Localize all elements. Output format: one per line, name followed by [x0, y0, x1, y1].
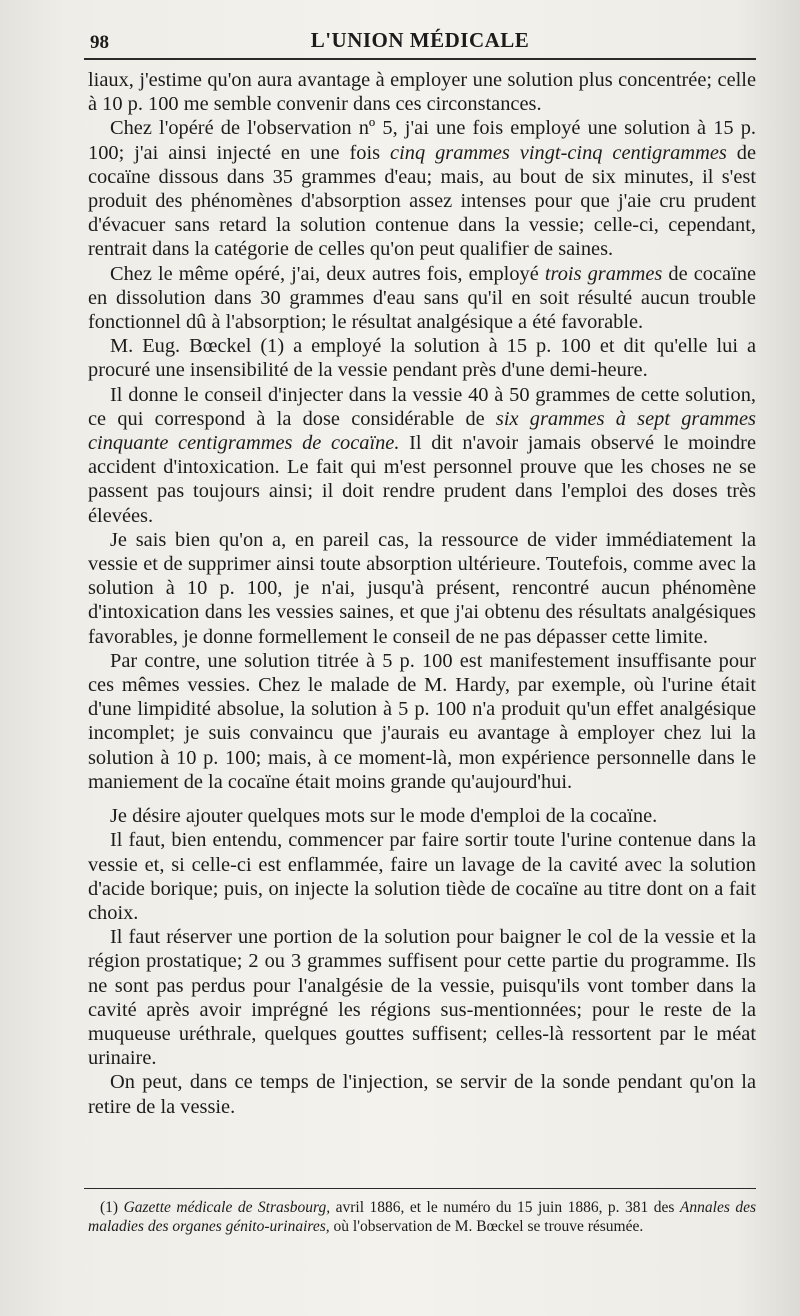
italic-text: trois grammes — [544, 262, 663, 285]
page-header — [84, 22, 756, 58]
text-run: de cocaïne dissous dans 35 grammes d'eau; mais, au bout de six minutes, il s'est produit des phénomènes d'absorption assez intenses pour que j'aie cru prudent d'évacuer sans retard la solution contenue dans la vessie; celle-ci, cependant, rentrait dans la catégorie de celles qu'on peut qualifier de saines. — [88, 141, 757, 261]
italic-text: Gazette médicale de Strasbourg, — [123, 1199, 331, 1216]
text-run: Je sais bien qu'on a, en pareil cas, la ressource de vider immédiatement la vessie et de supprimer ainsi toute absorption ultérieure. Toutefois, comme avec la solution à 10 p. 100, je n'ai, jusqu'à présent, rencontré aucun phénomène d'intoxication dans les vessies saines, et que j'ai obtenu des résultats analgésiques favorables, je donne formellement le conseil de ne pas dépasser cette limite. — [88, 528, 756, 648]
footnote-rule — [84, 1188, 756, 1189]
text-run: Chez le même opéré, j'ai, deux autres fois, employé — [110, 262, 545, 285]
paragraph — [88, 828, 756, 925]
running-title: L'UNION MÉDICALE — [310, 28, 530, 52]
text-run: M. Eug. Bœckel (1) a employé la solution à 15 p. 100 et dit qu'elle lui a procuré une insensibilité de la vessie pendant près d'une demi-heure. — [88, 335, 756, 382]
text-run: Il dit n'avoir jamais observé le moindre accident d'intoxication. Le fait qui m'est personnel prouve que les choses ne se passent pas toujours ainsi; il doit rendre prudent dans l'emploi des doses très élevées. — [88, 432, 756, 527]
paragraph — [88, 925, 756, 1070]
footnote-text — [88, 1198, 756, 1236]
text-run: avril 1886, et le numéro du 15 juin 1886, p. 381 des — [330, 1199, 680, 1216]
paragraph — [88, 1070, 756, 1118]
paragraph — [88, 804, 756, 828]
text-run: où l'observation de M. Bœckel se trouve résumée. — [329, 1218, 644, 1235]
paragraph — [88, 528, 756, 649]
text-run: Je désire ajouter quelques mots sur le mode d'emploi de la cocaïne. — [110, 805, 658, 828]
paragraph — [88, 334, 756, 382]
text-run: Il faut, bien entendu, commencer par faire sortir toute l'urine contenue dans la vessie et, si celle-ci est enflammée, faire un lavage de la cavité avec la solution d'acide borique; puis, on injecte la solution tiède de cocaïne au titre dont on a fait choix. — [88, 829, 756, 924]
paragraph — [88, 383, 756, 528]
footnote — [88, 1198, 756, 1236]
paragraph — [88, 68, 756, 116]
italic-text: Annales des maladies des organes génito-urinaires, — [88, 1199, 757, 1235]
text-run: de cocaïne en dissolution dans 30 grammes d'eau sans qu'il en soit résulté aucun trouble fonctionnel dû à l'absorption; le résultat analgésique a été favorable. — [88, 262, 756, 334]
text-run: liaux, j'estime qu'on aura avantage à employer une solution plus concentrée; celle à 10 p. 100 me semble convenir dans ces circonstances. — [88, 69, 756, 116]
text-run: Par contre, une solution titrée à 5 p. 100 est manifestement insuffisante pour ces mêmes vessies. Chez le malade de M. Hardy, par exemple, où l'urine était d'une limpidité absolue, la solution à 5 p. 100 n'a produit qu'un effet analgésique incomplet; je suis convaincu que j'aurais eu avantage à employer chez lui la solution à 10 p. 100; mais, à ce moment-là, mon expérience personnelle dans le maniement de la cocaïne était moins grande qu'aujourd'hui. — [88, 649, 756, 793]
paragraph — [88, 649, 756, 794]
text-run: (1) — [100, 1199, 124, 1216]
italic-text: six grammes à sept grammes cinquante centigrammes de cocaïne. — [88, 407, 756, 455]
text-run: Il donne le conseil d'injecter dans la vessie 40 à 50 grammes de cette solution, ce qui correspond à la dose considérable de — [88, 383, 756, 430]
text-run: Chez l'opéré de l'observation nº 5, j'ai une fois employé une solution à 15 p. 100; j'ai ainsi injecté en une fois — [88, 117, 756, 164]
paragraph — [88, 116, 756, 261]
header-rule — [84, 58, 756, 60]
paragraph — [88, 262, 756, 335]
text-run: On peut, dans ce temps de l'injection, se servir de la sonde pendant qu'on la retire de la vessie. — [88, 1071, 756, 1118]
article-body — [88, 68, 756, 1119]
text-run: Il faut réserver une portion de la solution pour baigner le col de la vessie et la région prostatique; 2 ou 3 grammes suffisent pour cette partie du programme. Ils ne sont pas perdus pour l'analgésie de la vessie, puisqu'ils vont tomber dans la cavité après avoir imprégné les régions sus-mentionnées; pour le reste de la muqueuse uréthrale, quelques gouttes suffisent; celles-là ressortent par le méat urinaire. — [88, 926, 756, 1070]
page-number: 98 — [90, 32, 109, 53]
italic-text: cinq grammes vingt-cinq centigrammes — [390, 141, 727, 164]
